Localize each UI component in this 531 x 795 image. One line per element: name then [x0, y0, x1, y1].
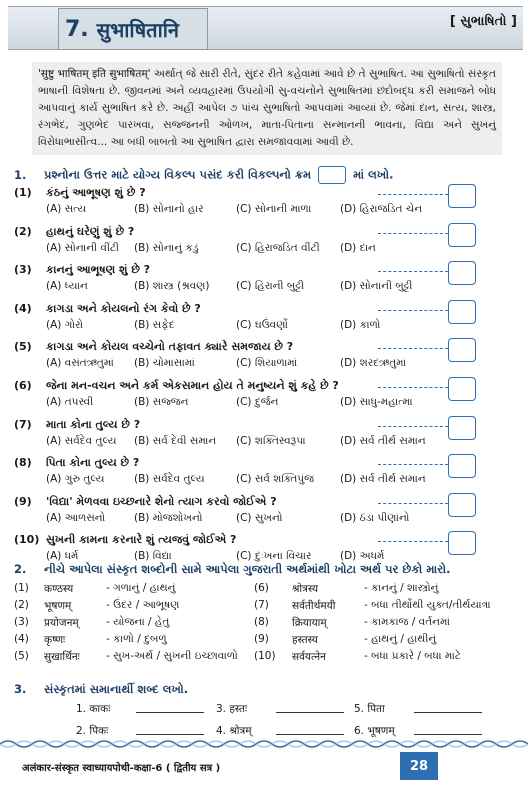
section3-instruction: સંસ્કૃતમાં સમાનાર્થી શબ્દ લખો. — [44, 682, 189, 696]
option-d: (D) સાધુ-મહાત્મા — [340, 396, 413, 408]
right-sanskrit-word: क्रियायाम् — [292, 617, 327, 629]
option-c: (C) દુર્જન — [236, 396, 279, 408]
synonym-answer-line[interactable] — [276, 734, 344, 736]
section1-number: 1. — [14, 167, 27, 182]
option-c: (C) સુખનો — [236, 511, 283, 524]
question-row — [14, 456, 444, 470]
left-meanings[interactable]: - સુખ-અર્થ / સુખની ઇચ્છાવાળો — [106, 650, 238, 662]
synonym-answer-line[interactable] — [276, 712, 344, 714]
question-number: (3) — [14, 263, 32, 277]
answer-box[interactable] — [448, 338, 476, 362]
section3-heading — [14, 682, 188, 697]
right-sanskrit-word: श्रोत्रस्य — [292, 583, 319, 595]
option-b: (B) સોનાનો હાર — [134, 203, 204, 215]
section1-instruction-before: પ્રશ્નોના ઉત્તર માટે યોગ્ય વિકલ્પ પસંદ કરી વિકલ્પનો ક્રમ — [44, 167, 312, 182]
question-row — [14, 495, 444, 509]
left-sanskrit-word: प्रयोजनम् — [44, 617, 79, 629]
left-meanings[interactable]: - ઉંદર / આભૂષણ — [106, 599, 180, 611]
option-c: (C) હિરાજડિત વીંટી — [236, 241, 320, 254]
synonym-label: 2. पिकः — [76, 725, 109, 737]
synonym-answer-line[interactable] — [414, 712, 482, 714]
question-number: (7) — [14, 417, 32, 431]
answer-box[interactable] — [448, 531, 476, 555]
synonym-answer-line[interactable] — [136, 734, 204, 736]
answer-box[interactable] — [448, 184, 476, 208]
question-text: કાગડા અને કોયલ વચ્ચેનો તફાવત ક્યારે સમજાય છે ? — [46, 340, 294, 354]
answer-box[interactable] — [448, 493, 476, 517]
question-text: માતા કોના તુલ્ય છે ? — [46, 417, 141, 431]
right-sanskrit-word: सर्वयत्नेन — [292, 651, 326, 663]
answer-leader-line — [378, 194, 448, 196]
option-b: (B) શાસ્ત્ર (શ્રવણ) — [134, 280, 210, 293]
answer-leader-line — [378, 464, 448, 466]
option-c: (C) સોનાની માળા — [236, 203, 312, 215]
synonym-label: 3. हस्तः — [216, 703, 248, 715]
option-d: (D) દાન — [340, 241, 376, 254]
left-meanings[interactable]: - કાળો / દુબળું — [106, 633, 167, 645]
question-number: (4) — [14, 301, 32, 315]
section2-heading — [14, 562, 450, 577]
option-d: (D) હિરાજડિત ચેન — [340, 203, 423, 215]
option-c: (C) શિયાળામાં — [236, 357, 298, 370]
answer-leader-line — [378, 503, 448, 505]
lesson-number: 7. — [65, 16, 89, 42]
left-number: (1) — [14, 582, 29, 594]
synonym-label: 4. श्रोत्रम् — [216, 725, 252, 737]
option-d: (D) સોનાની બુટ્ટી — [340, 280, 413, 293]
synonym-answer-line[interactable] — [136, 712, 204, 714]
question-row — [14, 302, 444, 316]
option-b: (B) સર્વદેવ તુલ્ય — [134, 473, 205, 486]
option-d: (D) અધર્મ — [340, 550, 385, 563]
question-row — [14, 186, 444, 200]
lesson-title-box — [58, 8, 208, 50]
right-number: (8) — [254, 616, 269, 628]
question-row — [14, 418, 444, 432]
answer-leader-line — [378, 348, 448, 350]
right-meanings[interactable]: - બધા પ્રકારે / બધા માટે — [364, 650, 461, 662]
option-a: (A) ધ્યાન — [46, 280, 88, 293]
option-c: (C) શક્તિસ્વરૂપા — [236, 434, 306, 447]
question-row — [14, 533, 444, 547]
synonym-label: 6. भूषणम् — [354, 725, 395, 737]
answer-box[interactable] — [448, 223, 476, 247]
left-number: (2) — [14, 599, 29, 611]
section1-instruction-after: માં લખો. — [353, 167, 394, 182]
question-row — [14, 225, 444, 239]
left-number: (4) — [14, 633, 29, 645]
right-meanings[interactable]: - હાથનું / હાથીનું — [364, 633, 437, 645]
question-text: 'વિદ્યા' મેળવવા ઇચ્છનારે શેનો ત્યાગ કરવો જોઈએ ? — [46, 494, 277, 508]
answer-leader-line — [378, 233, 448, 235]
question-text: કાનનું આભૂષણ શું છે ? — [46, 263, 151, 277]
answer-leader-line — [378, 426, 448, 428]
answer-box[interactable] — [448, 300, 476, 324]
option-b: (B) વિદ્યા — [134, 550, 172, 563]
question-text: સુખની કામના કરનારે શું ત્યજવું જોઈએ ? — [46, 533, 237, 547]
option-d: (D) સર્વ તીર્થ સમાન — [340, 473, 426, 486]
option-b: (B) ચોમાસામાં — [134, 357, 195, 370]
question-number: (6) — [14, 379, 32, 392]
question-number: (10) — [14, 533, 40, 547]
right-meanings[interactable]: - કાનનું / શાસ્ત્રોનું — [364, 582, 439, 594]
question-number: (8) — [14, 456, 32, 470]
option-a: (A) સત્ય — [46, 203, 87, 215]
left-sanskrit-word: भूषणम् — [44, 600, 72, 612]
question-row — [14, 263, 444, 277]
section1-heading — [14, 166, 393, 184]
page-number: 28 — [400, 752, 438, 780]
option-d: (D) ઠંડા પીણાંનો — [340, 511, 410, 524]
option-b: (B) સફેદ — [134, 318, 175, 331]
option-b: (B) સોનાનું કડું — [134, 241, 199, 254]
option-d: (D) સર્વ તીર્થ સમાન — [340, 434, 426, 447]
section2-number: 2. — [14, 562, 27, 576]
right-number: (10) — [254, 650, 276, 662]
question-row — [14, 340, 444, 354]
answer-leader-line — [378, 541, 448, 543]
left-sanskrit-word: कण्ठस्य — [44, 583, 74, 595]
section2-instruction: નીચે આપેલા સંસ્કૃત શબ્દોની સામે આપેલા ગુજરાતી અર્થમાંથી ખોટા અર્થ પર છેકો મારો. — [44, 562, 451, 576]
option-a: (A) વસંતઋતુમાં — [46, 357, 114, 370]
question-number: (9) — [14, 494, 32, 508]
answer-box[interactable] — [448, 416, 476, 440]
option-c: (C) સર્વ શક્તિપુંજ — [236, 473, 315, 486]
footer-wave-divider — [0, 738, 531, 750]
section1-sample-answer-box — [318, 166, 346, 184]
footer-book-title: अलंकार-संस्कृत स्वाध्यायपोथी-कक्षा-6 ( द्वितीय सत्र ) — [22, 763, 221, 774]
synonym-label: 5. पिता — [354, 703, 385, 715]
question-row — [14, 379, 444, 393]
answer-leader-line — [378, 271, 448, 273]
question-text: કંઠનું આભૂષણ શું છે ? — [46, 186, 146, 199]
answer-box[interactable] — [448, 261, 476, 285]
question-text: કાગડા અને કોયલનો રંગ કેવો છે ? — [46, 301, 201, 315]
left-sanskrit-word: सुखार्थिनः — [44, 651, 80, 663]
option-b: (B) સર્વ દેવી સમાન — [134, 434, 217, 447]
question-text: પિતા કોના તુલ્ય છે ? — [46, 456, 140, 470]
left-meanings[interactable]: - ગળાનું / હાથનું — [106, 582, 176, 594]
option-a: (A) ધર્મ — [46, 550, 79, 563]
option-a: (A) સર્વદેવ તુલ્ય — [46, 434, 117, 447]
right-sanskrit-word: हस्तस्य — [292, 634, 318, 646]
option-b: (B) મોજશોખનો — [134, 511, 203, 524]
left-number: (5) — [14, 650, 29, 662]
option-a: (A) સોનાની વીંટી — [46, 241, 120, 254]
option-c: (C) ઘઉંવર્ણો — [236, 318, 288, 331]
answer-box[interactable] — [448, 377, 476, 401]
left-sanskrit-word: कृष्णः — [44, 634, 66, 646]
right-number: (7) — [254, 599, 269, 611]
option-a: (A) તપસ્વી — [46, 396, 94, 408]
answer-box[interactable] — [448, 454, 476, 478]
intro-paragraph: 'सुष्टु भाषितम् इति सुभाषितम्' અર્થાત્ જે સારી રીતે, સુંદર રીતે કહેવામાં આવે છે તે સુભાષિત. આ સુભાષિતો સંસ્કૃત ભાષાની વિશેષતા છે. જીવનમાં અને વ્યવહારમાં ઉપયોગી સુ-વચનોને સુભાષિતમાં છંદોબદ્ધ કરી સમાજને બોધ આપવાનું કાર્ય સુભાષિત કરે છે. અહીં આપેલ ૭ પાંચ સુભાષિતો આપવામાં આવ્યાં છે. જેમાં દાન, સત્ય, શાસ્ત્ર, રંગભેદ, ગુણભેદ પારખવા, સજ્જનની ઓળખ, માતા-પિતાના સન્માનની ભાવના, વિદ્યા અને સુખનું વિરોધાભાસીત્વ... આ બધી બાબતો આ સુભાષિત દ્વારા સમજાવવામાં આવી છે. — [32, 62, 502, 155]
section3-number: 3. — [14, 682, 27, 696]
option-c: (C) દુઃખના વિચાર — [236, 550, 312, 563]
synonym-answer-line[interactable] — [414, 734, 482, 736]
option-d: (D) શરદઋતુમાં — [340, 357, 407, 370]
question-text: હાથનું ઘરેણું શું છે ? — [46, 224, 135, 238]
option-c: (C) હિરાની બુટ્ટી — [236, 280, 304, 293]
left-meanings[interactable]: - યોજના / હેતુ — [106, 616, 170, 628]
right-meanings[interactable]: - બધા તીર્થોથી યુક્ત/તીર્થયાત્રા — [364, 599, 491, 611]
right-number: (9) — [254, 633, 269, 645]
right-meanings[interactable]: - કામકાજ / વર્તનમાં — [364, 616, 450, 628]
answer-leader-line — [378, 387, 448, 389]
option-a: (A) ગોરો — [46, 318, 84, 331]
question-number: (5) — [14, 340, 32, 354]
synonym-label: 1. काकः — [76, 703, 111, 715]
question-text: જેના મન-વચન અને કર્મ એકસમાન હોય તે મનુષ્યને શું કહે છે ? — [46, 379, 339, 392]
right-sanskrit-word: सर्वतीर्थमयी — [292, 600, 336, 612]
right-number: (6) — [254, 582, 269, 594]
option-d: (D) કાળો — [340, 318, 381, 331]
option-a: (A) ગુરુ તુલ્ય — [46, 473, 105, 486]
answer-leader-line — [378, 310, 448, 312]
question-number: (2) — [14, 224, 32, 238]
question-number: (1) — [14, 186, 32, 199]
left-number: (3) — [14, 616, 29, 628]
lesson-title: सुभाषितानि — [96, 17, 180, 42]
option-b: (B) સજ્જન — [134, 396, 189, 408]
lesson-subtitle: [ સુભાષિતો ] — [449, 14, 517, 29]
option-a: (A) આળસનો — [46, 511, 106, 524]
